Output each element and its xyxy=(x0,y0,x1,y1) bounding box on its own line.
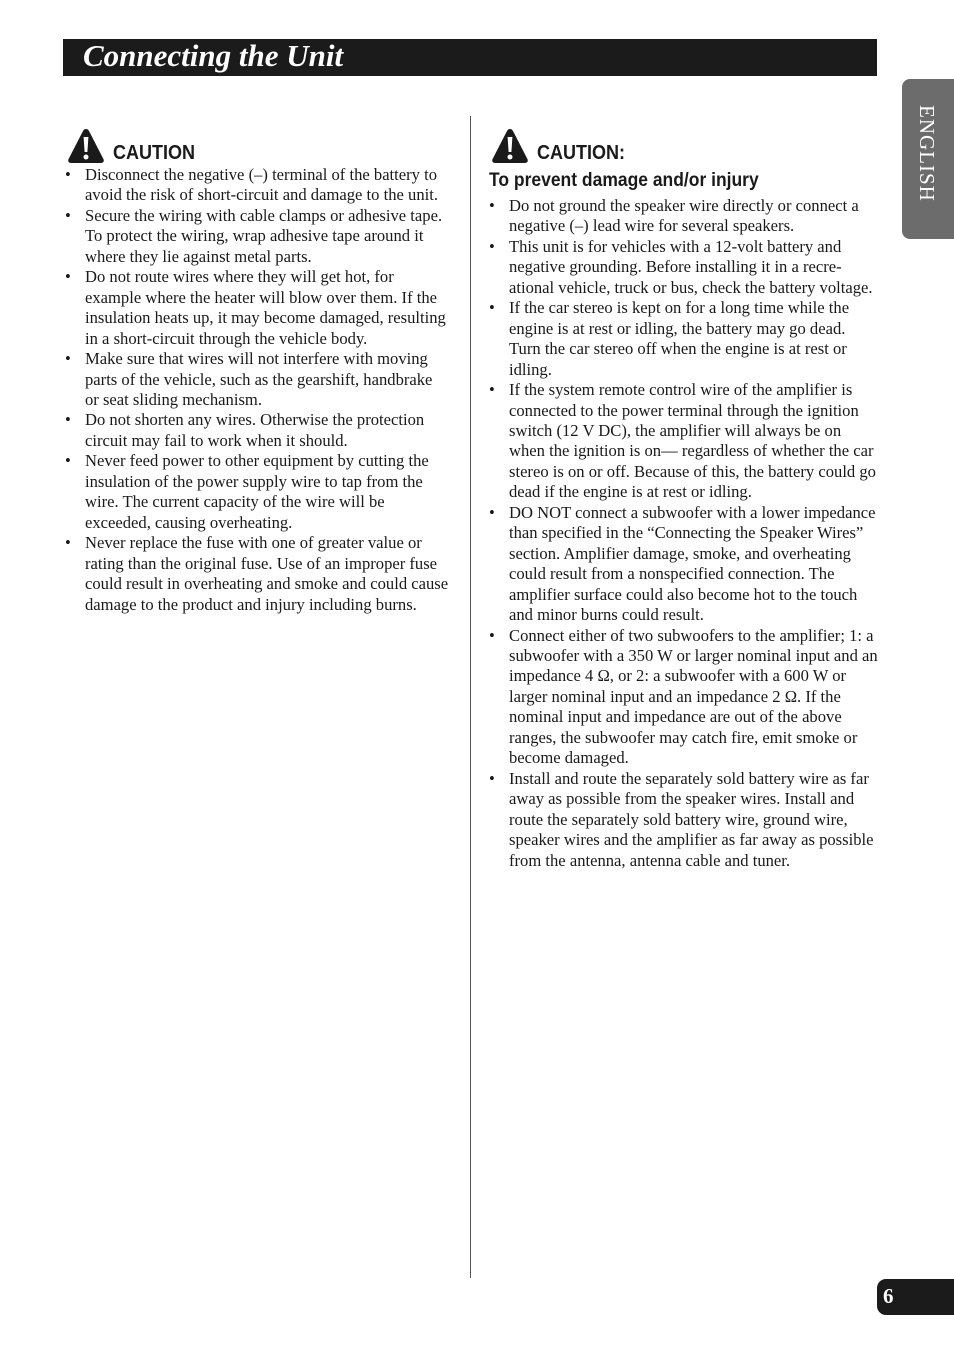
caution-list-right xyxy=(489,196,879,871)
right-column xyxy=(489,122,879,871)
caution-label: CAUTION: xyxy=(537,142,625,164)
warning-icon xyxy=(491,128,529,164)
left-column xyxy=(65,122,450,615)
list-item: • Make sure that wires will not interfere with moving parts of the vehicle, such as the gearshift, handbrake or seat sliding mechanism. xyxy=(65,349,450,410)
list-item: • Disconnect the negative (–) terminal of the battery to avoid the risk of short-circuit and damage to the unit. xyxy=(65,165,450,206)
list-item: • Do not ground the speaker wire directly or connect a negative (–) lead wire for several speakers. xyxy=(489,196,879,237)
list-item: • Connect either of two subwoofers to the amplifier; 1: a subwoofer with a 350 W or larger nominal input and an impedance 4 Ω, or 2: a subwoofer with a 600 W or larger nominal input and an impedance 2 Ω. If the nominal input and impedance are out of the above ranges, the subwoofer may catch fire, emit smoke or become damaged. xyxy=(489,626,879,769)
list-item: • Install and route the separately sold battery wire as far away as possible from the speaker wires. Install and route the separately sold battery wire, ground wire, speaker wires and the amplifier as far away as possible from the antenna, antenna cable and tuner. xyxy=(489,769,879,871)
list-item: • If the car stereo is kept on for a long time while the engine is at rest or idling, the battery may go dead. Turn the car stereo off when the engine is at rest or idling. xyxy=(489,298,879,380)
list-item: • Secure the wiring with cable clamps or adhesive tape. To protect the wiring, wrap adhesive tape around it where they lie against metal parts. xyxy=(65,206,450,267)
list-item: • This unit is for vehicles with a 12-volt battery and negative grounding. Before installing it in a recreational vehicle, truck or bus, check the battery voltage. xyxy=(489,237,879,298)
page-title: Connecting the Unit xyxy=(83,38,344,73)
column-divider xyxy=(470,116,471,1278)
list-item: • Do not route wires where they will get hot, for example where the heater will blow over them. If the insulation heats up, it may become damaged, resulting in a short-circuit through the vehicle body. xyxy=(65,267,450,349)
list-item: • Never replace the fuse with one of greater value or rating than the original fuse. Use of an improper fuse could result in overheating and smoke and could cause damage to the product and injury including burns. xyxy=(65,533,450,615)
list-item: • If the system remote control wire of the amplifier is connected to the power terminal through the ignition switch (12 V DC), the amplifier will always be on when the ignition is on— regardless of whether the car stereo is on or off. Because of this, the battery could go dead if the engine is at rest or idling. xyxy=(489,380,879,503)
caution-list-left xyxy=(65,165,450,615)
right-caution-heading xyxy=(489,122,879,164)
page-number-tab xyxy=(877,1279,954,1315)
language-label: ENGLISH xyxy=(915,105,939,202)
list-item: • Never feed power to other equipment by cutting the insulation of the power supply wire to tap from the wire. The current capacity of the wire will be exceeded, causing overheating. xyxy=(65,451,450,533)
language-tab xyxy=(902,79,954,239)
section-subheading: To prevent damage and/or injury xyxy=(489,170,759,191)
caution-label: CAUTION xyxy=(113,142,195,164)
title-bar xyxy=(63,39,877,76)
left-caution-heading xyxy=(65,122,450,164)
list-item: • DO NOT connect a subwoofer with a lower impedance than specified in the “Connecting the Speaker Wires” section. Amplifier damage, smoke, and overheating could result from a nonspecified connection. The amplifier surface could also become hot to the touch and minor burns could result. xyxy=(489,503,879,626)
warning-icon xyxy=(67,128,105,164)
list-item: • Do not shorten any wires. Otherwise the protection circuit may fail to work when it should. xyxy=(65,410,450,451)
page-number: 6 xyxy=(883,1284,894,1308)
